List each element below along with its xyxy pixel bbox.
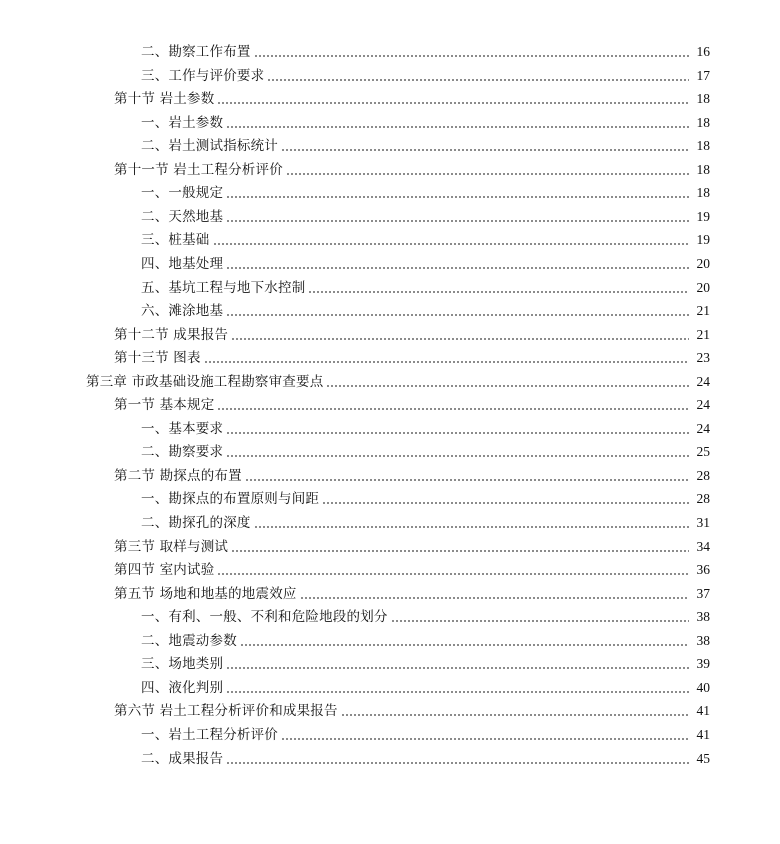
toc-page-number: 18 — [696, 161, 710, 177]
toc-entry-title: 二、天然地基 — [141, 208, 224, 225]
toc-dot-leader — [341, 713, 689, 717]
toc-dot-leader — [217, 101, 689, 105]
toc-page-number: 41 — [696, 727, 710, 742]
toc-page-number: 20 — [696, 279, 710, 295]
toc-entry-title: 五、基坑工程与地下水控制 — [141, 279, 306, 296]
toc-page-number: 18 — [696, 114, 710, 130]
toc-page-number: 40 — [696, 679, 710, 695]
toc-dot-leader — [231, 337, 689, 341]
toc-dot-leader — [226, 125, 689, 129]
toc-entry[interactable] — [0, 653, 710, 673]
toc-entry[interactable] — [0, 371, 710, 391]
toc-dot-leader — [240, 643, 689, 647]
toc-entry-title: 二、勘探孔的深度 — [141, 515, 251, 531]
toc-dot-leader — [322, 501, 689, 505]
toc-entry[interactable] — [0, 229, 710, 249]
toc-entry[interactable] — [0, 135, 710, 155]
toc-page-number: 16 — [696, 44, 710, 59]
toc-entry-title: 第四节 室内试验 — [114, 562, 215, 579]
toc-dot-leader — [226, 219, 689, 223]
toc-entry-title: 第三章 市政基础设施工程勘察审查要点 — [86, 373, 324, 390]
toc-dot-leader — [326, 384, 689, 388]
toc-dot-leader — [254, 54, 689, 58]
toc-entry-title: 二、勘察要求 — [141, 444, 224, 461]
toc-page-number: 18 — [696, 185, 710, 201]
toc-entry[interactable] — [0, 748, 710, 768]
toc-dot-leader — [391, 619, 689, 623]
toc-dot-leader — [204, 360, 689, 364]
toc-page-number: 20 — [696, 256, 710, 271]
toc-page-number: 19 — [696, 208, 710, 224]
toc-entry[interactable] — [0, 347, 710, 367]
toc-entry-title: 六、滩涂地基 — [141, 303, 224, 320]
toc-dot-leader — [226, 690, 689, 694]
toc-page-number: 39 — [696, 656, 710, 672]
toc-page-number: 24 — [696, 397, 710, 413]
toc-entry-title: 第一节 基本规定 — [114, 397, 215, 414]
toc-entry[interactable] — [0, 88, 710, 108]
toc-entry-title: 第十三节 图表 — [114, 350, 201, 367]
toc-dot-leader — [286, 172, 689, 176]
toc-entry[interactable] — [0, 300, 710, 320]
toc-entry[interactable] — [0, 700, 710, 720]
toc-dot-leader — [231, 549, 689, 553]
toc-page-number: 21 — [696, 326, 710, 342]
toc-entry[interactable] — [0, 441, 710, 461]
toc-entry[interactable] — [0, 112, 710, 132]
toc-entry[interactable] — [0, 159, 710, 179]
toc-entry-title: 一、有利、一般、不利和危险地段的划分 — [141, 609, 388, 626]
toc-dot-leader — [217, 407, 689, 411]
toc-dot-leader — [213, 242, 690, 246]
toc-entry-title: 三、工作与评价要求 — [141, 67, 265, 84]
toc-dot-leader — [226, 431, 689, 435]
toc-entry-title: 第十一节 岩土工程分析评价 — [114, 161, 283, 178]
toc-entry[interactable] — [0, 606, 710, 626]
toc-entry-title: 第十节 岩土参数 — [114, 91, 215, 108]
toc-entry[interactable] — [0, 559, 710, 579]
toc-entry-title: 第六节 岩土工程分析评价和成果报告 — [114, 703, 338, 720]
toc-entry[interactable] — [0, 724, 710, 744]
toc-entry[interactable] — [0, 465, 710, 485]
toc-page-number: 18 — [696, 91, 710, 107]
toc-entry-title: 一、岩土工程分析评价 — [141, 727, 278, 743]
toc-page-number: 24 — [696, 420, 710, 436]
toc-dot-leader — [226, 195, 689, 199]
toc-entry-title: 三、场地类别 — [141, 656, 224, 673]
toc-entry-title: 一、岩土参数 — [141, 114, 224, 131]
toc-page-number: 19 — [696, 232, 710, 248]
toc-dot-leader — [226, 266, 689, 270]
toc-entry[interactable] — [0, 536, 710, 556]
toc-entry-title: 二、勘察工作布置 — [141, 44, 251, 60]
toc-page-number: 38 — [696, 632, 710, 648]
toc-entry[interactable] — [0, 324, 710, 344]
toc-entry[interactable] — [0, 394, 710, 414]
toc-page-number: 28 — [696, 467, 710, 483]
toc-page-number: 21 — [696, 303, 710, 319]
toc-page-number: 41 — [696, 703, 710, 719]
toc-entry[interactable] — [0, 253, 710, 273]
toc-page-number: 24 — [696, 373, 710, 389]
toc-entry[interactable] — [0, 418, 710, 438]
toc-entry-title: 一、一般规定 — [141, 185, 224, 202]
toc-page-number: 31 — [696, 515, 710, 530]
toc-page-number: 34 — [696, 538, 710, 554]
toc-entry[interactable] — [0, 488, 710, 508]
toc-dot-leader — [300, 596, 689, 600]
toc-dot-leader — [267, 78, 689, 82]
toc-dot-leader — [281, 148, 689, 152]
toc-dot-leader — [254, 525, 689, 529]
toc-page-number: 23 — [696, 350, 710, 366]
toc-dot-leader — [226, 666, 689, 670]
toc-entry[interactable] — [0, 583, 710, 603]
toc-dot-leader — [281, 737, 689, 741]
toc-dot-leader — [308, 290, 689, 294]
toc-entry-title: 四、地基处理 — [141, 256, 224, 272]
toc-page-number: 18 — [696, 138, 710, 154]
toc-entry-title: 一、基本要求 — [141, 420, 224, 437]
toc-entry[interactable] — [0, 512, 710, 532]
toc-entry[interactable] — [0, 277, 710, 297]
toc-entry-title: 二、成果报告 — [141, 750, 224, 767]
toc-entry[interactable] — [0, 65, 710, 85]
toc-dot-leader — [226, 454, 689, 458]
toc-entry-title: 一、勘探点的布置原则与间距 — [141, 491, 320, 508]
toc-entry[interactable] — [0, 677, 710, 697]
toc-entry[interactable] — [0, 630, 710, 650]
toc-entry-title: 二、岩土测试指标统计 — [141, 138, 278, 155]
toc-entry-title: 第二节 勘探点的布置 — [114, 467, 242, 484]
toc-entry[interactable] — [0, 182, 710, 202]
toc-entry-title: 第五节 场地和地基的地震效应 — [114, 585, 297, 602]
toc-entry[interactable] — [0, 41, 710, 61]
toc-page-number: 17 — [696, 67, 710, 83]
toc-page-number: 37 — [696, 585, 710, 601]
toc-entry-title: 四、液化判别 — [141, 679, 224, 696]
toc-page-number: 45 — [696, 750, 710, 766]
toc-dot-leader — [217, 572, 689, 576]
toc-entry-title: 第三节 取样与测试 — [114, 538, 229, 555]
toc-dot-leader — [245, 478, 689, 482]
toc-entry-title: 三、桩基础 — [141, 232, 210, 249]
toc-page-number: 25 — [696, 444, 710, 460]
toc-entry[interactable] — [0, 206, 710, 226]
toc-entry-title: 二、地震动参数 — [141, 632, 237, 649]
toc-page-number: 36 — [696, 562, 710, 578]
toc-entry-title: 第十二节 成果报告 — [114, 326, 229, 343]
toc-page-number: 38 — [696, 609, 710, 625]
toc-page-number: 28 — [696, 491, 710, 507]
toc-dot-leader — [226, 313, 689, 317]
toc-dot-leader — [226, 761, 689, 765]
